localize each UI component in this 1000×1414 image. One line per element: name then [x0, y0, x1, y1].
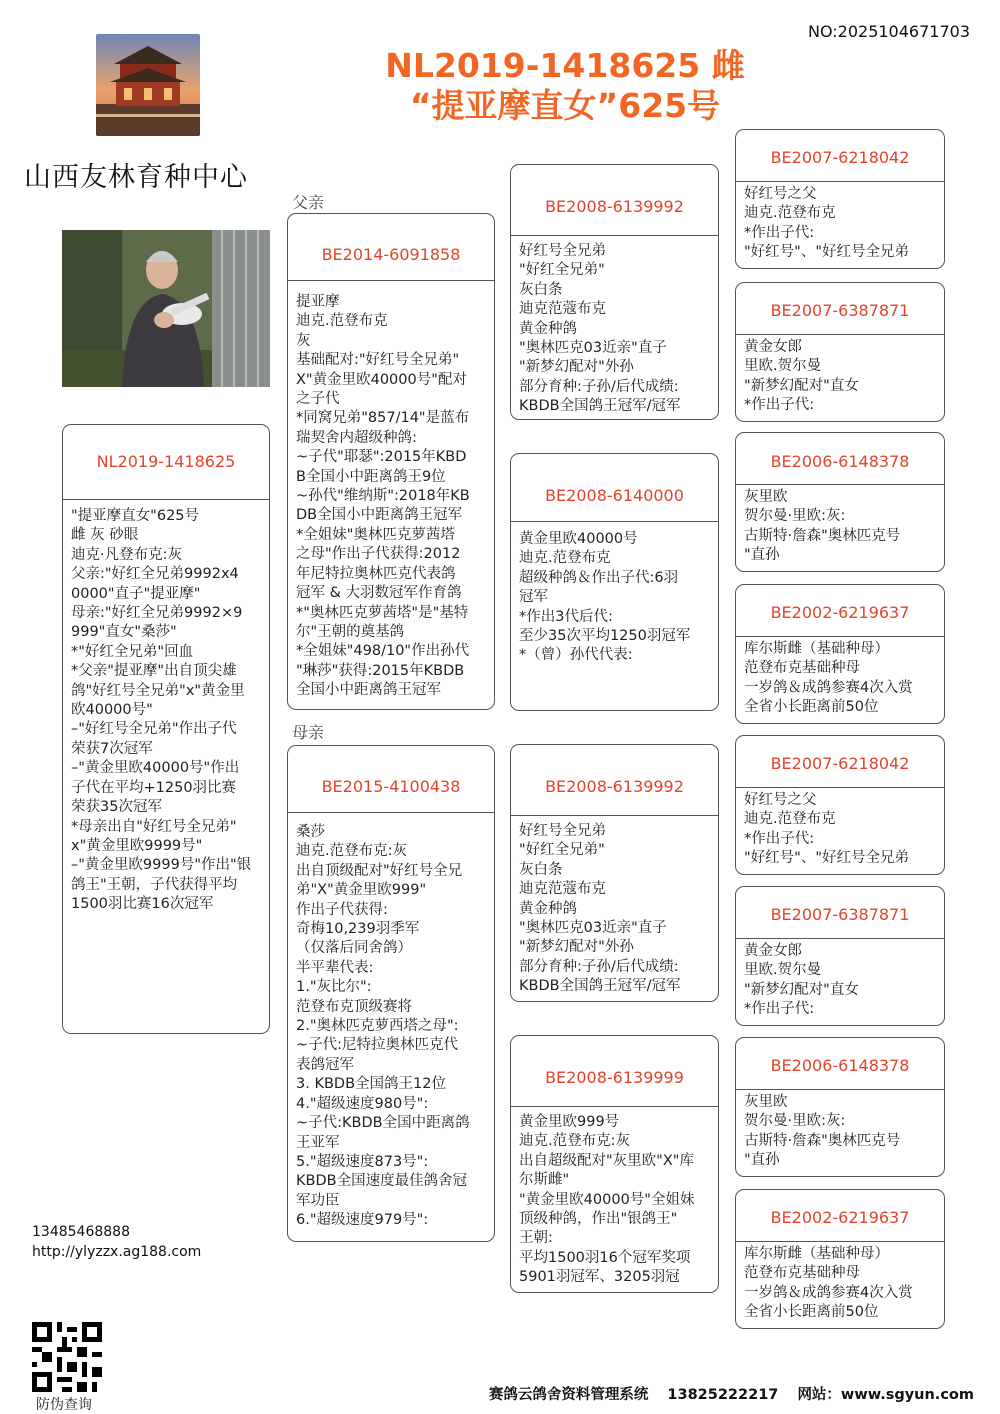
great-grandparent-card[interactable]: [735, 282, 945, 422]
title-line-2: “提亚摩直女”625号: [409, 86, 721, 125]
grandparent-ring-number: BE2008-6139992: [511, 165, 718, 236]
grandparent-description: 好红号全兄弟 "好红全兄弟" 灰白条 迪克范蔻布克 黄金种鸽 "奥林匹克03近亲"直子 "新梦幻配对"外孙 部分育种:子孙/后代成绩: KBDB全国鸽王冠军/冠军: [519, 823, 681, 995]
great-grandparent-description: 好红号之父 迪克.范登布克 *作出子代: "好红号"、"好红号全兄弟: [744, 186, 910, 261]
subject-description: "提亚摩直女"625号 雌 灰 砂眼 迪克·凡登布克:灰 父亲:"好红全兄弟9992x4 0000"直子"提亚摩" 母亲:"好红全兄弟9992×9 999"直女"桑莎" *"好红全兄弟"回血 *父亲"提亚摩"出自顶尖雄 鸽"好红号全兄弟"x"黄金里 欧40000号" –"好红号全兄弟"作出子代 荣获7次冠军 –"黄金里欧40000号"作出 子代在平均+1250羽比赛 荣获35次冠军 *母亲出自"好红号全兄弟" x"黄金里欧9999号" –"黄金里欧9999号"作出"银 鸽王"王朝，子代获得平均 1500羽比赛16次冠军: [71, 508, 252, 913]
dam-label: 母亲: [292, 723, 325, 742]
dam-description: 桑莎 迪克.范登布克:灰 出自顶级配对"好红号全兄 弟"X"黄金里欧999" 作出子代获得: 奇梅10,239羽季军 （仅落后同舍鸽） 半平辈代表: 1."灰比尔": 范登布克顶级赛将 2."奥林匹克萝西塔之母": ~子代:尼特拉奥林匹克代 表鸽冠军 3. KBDB全国鸽王12位 4."超级速度980号": ~子代:KBDB全国中距离鸽 王亚军 5."超级速度873号": KBDB全国速度最佳鸽舍冠 军功臣 6."超级速度979号":: [296, 824, 470, 1229]
great-grandparent-ring-number: BE2007-6218042: [736, 130, 944, 182]
great-grandparent-ring-number: BE2002-6219637: [736, 1190, 944, 1242]
loft-logo-image: [96, 34, 200, 136]
grandparent-description: 黄金里欧999号 迪克.范登布克:灰 出自超级配对"灰里欧"X"库 尔斯雌" "黄金里欧40000号"全姐妹 顶级种鸽，作出"银鸽王" 王朝: 平均1500羽16个冠军奖项 5901羽冠军、3205羽冠: [519, 1114, 695, 1286]
great-grandparent-description: 库尔斯雌（基础种母） 范登布克基础种母 一岁鸽＆成鸽参赛4次入赏 全省小长距离前50位: [744, 641, 913, 716]
great-grandparent-description: 库尔斯雌（基础种母） 范登布克基础种母 一岁鸽＆成鸽参赛4次入赏 全省小长距离前50位: [744, 1246, 913, 1321]
great-grandparent-card[interactable]: [735, 432, 945, 572]
grandparent-card[interactable]: [510, 453, 719, 711]
grandparent-description: 黄金里欧40000号 迪克.范登布克 超级种鸽＆作出子代:6羽 冠军 *作出3代后代: 至少35次平均1250羽冠军 *（曾）孙代代表:: [519, 531, 691, 664]
great-grandparent-description: 灰里欧 贺尔曼·里欧:灰: 古斯特·詹森"奥林匹克号 "直孙: [744, 489, 901, 564]
footer-system-name: 赛鸽云鸽舍资料管理系统: [488, 1387, 649, 1403]
great-grandparent-card[interactable]: [735, 1189, 945, 1329]
grandparent-card[interactable]: [510, 164, 719, 420]
loft-name: 山西友林育种中心: [24, 162, 248, 193]
owner-photo: [62, 230, 270, 387]
dam-card[interactable]: [287, 745, 495, 1242]
grandparent-card[interactable]: [510, 744, 719, 1002]
great-grandparent-ring-number: BE2007-6218042: [736, 736, 944, 788]
grandparent-card[interactable]: [510, 1035, 719, 1293]
pedigree-title: [350, 46, 780, 126]
grandparent-description: 好红号全兄弟 "好红全兄弟" 灰白条 迪克范蔻布克 黄金种鸽 "奥林匹克03近亲"直子 "新梦幻配对"外孙 部分育种:子孙/后代成绩: KBDB全国鸽王冠军/冠军: [519, 243, 681, 415]
great-grandparent-ring-number: BE2007-6387871: [736, 887, 944, 939]
contact-phone: 13485468888: [32, 1224, 130, 1240]
footer-website[interactable]: 网站：www.sgyun.com: [797, 1387, 974, 1403]
dam-ring-number: BE2015-4100438: [288, 746, 494, 813]
great-grandparent-description: 黄金女郎 里欧.贺尔曼 "新梦幻配对"直女 *作出子代:: [744, 943, 859, 1018]
document-number: NO:2025104671703: [807, 22, 970, 41]
contact-info: [32, 1222, 201, 1262]
qr-label: 防伪查询: [36, 1397, 92, 1413]
sire-description: 提亚摩 迪克.范登布克 灰 基础配对:"好红号全兄弟" X"黄金里欧40000号"配对 之子代 *同窝兄弟"857/14"是蓝布 瑞契舍内超级种鸽: ~子代"耶瑟":2015年KBD B全国小中距离鸽王9位 ~孙代"维纳斯":2018年KB DB全国小中距离鸽王冠军 *全姐妹"奥林匹克萝茜塔 之母"作出子代获得:2012 年尼特拉奥林匹克代表鸽 冠军 & 大羽数冠军作育鸽 *"奥林匹克萝茜塔"是"基特 尔"王朝的奠基鸽 *全姐妹"498/10"作出孙代 "琳莎"获得:2015年KBDB 全国小中距离鸽王冠军: [296, 294, 470, 699]
great-grandparent-description: 黄金女郎 里欧.贺尔曼 "新梦幻配对"直女 *作出子代:: [744, 339, 859, 414]
subject-pigeon-card[interactable]: [62, 424, 270, 1034]
grandparent-ring-number: BE2008-6139999: [511, 1036, 718, 1107]
great-grandparent-card[interactable]: [735, 584, 945, 724]
contact-url[interactable]: http://ylyzzx.ag188.com: [32, 1244, 202, 1260]
great-grandparent-card[interactable]: [735, 886, 945, 1026]
great-grandparent-card[interactable]: [735, 129, 945, 269]
grandparent-ring-number: BE2008-6139992: [511, 745, 718, 816]
grandparent-ring-number: BE2008-6140000: [511, 454, 718, 522]
subject-ring-number: NL2019-1418625: [63, 425, 269, 500]
sire-ring-number: BE2014-6091858: [288, 214, 494, 281]
great-grandparent-description: 灰里欧 贺尔曼·里欧:灰: 古斯特·詹森"奥林匹克号 "直孙: [744, 1094, 901, 1169]
great-grandparent-ring-number: BE2002-6219637: [736, 585, 944, 637]
great-grandparent-ring-number: BE2006-6148378: [736, 1038, 944, 1090]
great-grandparent-card[interactable]: [735, 1037, 945, 1177]
great-grandparent-ring-number: BE2007-6387871: [736, 283, 944, 335]
footer: [475, 1383, 974, 1404]
sire-label: 父亲: [292, 193, 325, 212]
great-grandparent-card[interactable]: [735, 735, 945, 875]
great-grandparent-description: 好红号之父 迪克.范登布克 *作出子代: "好红号"、"好红号全兄弟: [744, 792, 910, 867]
title-line-1: NL2019-1418625 雌: [385, 46, 745, 85]
great-grandparent-ring-number: BE2006-6148378: [736, 433, 944, 485]
footer-phone: 13825222217: [667, 1387, 779, 1403]
qr-code[interactable]: [32, 1322, 102, 1392]
sire-card[interactable]: [287, 213, 495, 710]
